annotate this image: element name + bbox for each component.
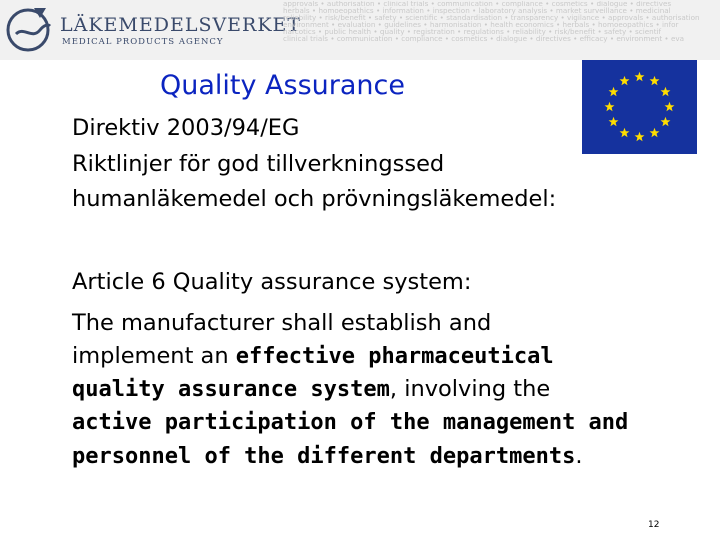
- eu-star-icon: [661, 87, 671, 96]
- ticker-line: herbals • homoeopathics • information • inspection • laboratory analysis • market surveillance • medicinal: [283, 5, 671, 15]
- article-line: [72, 342, 712, 371]
- guideline-line: humanläkemedel och prövningsläkemedel:: [72, 186, 557, 212]
- directive-line: Direktiv 2003/94/EG: [72, 115, 300, 141]
- article-text: .: [575, 443, 583, 469]
- article-heading: Article 6 Quality assurance system:: [72, 269, 472, 295]
- article-text: The manufacturer shall establish and: [72, 310, 492, 336]
- eu-star-icon: [605, 102, 615, 111]
- guideline-line: Riktlinjer för god tillverkningssed: [72, 151, 445, 177]
- article-text: implement an: [72, 343, 236, 369]
- article-text: , involving the: [389, 376, 551, 402]
- eu-star-icon: [650, 76, 660, 85]
- ticker-line: narcotics • public health • quality • registration • regulations • reliability • risk/benefit • safety • scientif: [283, 26, 662, 36]
- article-emphasis: personnel of the different departments: [72, 444, 576, 469]
- agency-emblem-icon: [6, 4, 54, 52]
- ticker-line: clinical trials • communication • compliance • cosmetics • dialogue • directives • efficacy • environment • eva: [283, 33, 685, 43]
- article-line: [72, 375, 712, 404]
- eu-star-icon: [635, 72, 645, 81]
- agency-logo: [6, 4, 302, 56]
- article-emphasis: quality assurance system: [72, 377, 390, 402]
- article-line: [72, 408, 712, 437]
- article-line: [72, 442, 712, 471]
- article-emphasis: effective pharmaceutical: [235, 344, 554, 369]
- logo-name: LÄKEMEDELSVERKET: [60, 14, 302, 36]
- keyword-ticker: [283, 1, 720, 59]
- logo-subtitle: MEDICAL PRODUCTS AGENCY: [62, 37, 224, 47]
- header-banner: [0, 0, 720, 60]
- page-number: 12: [648, 520, 660, 530]
- ticker-line: reliability • risk/benefit • safety • scientific • standardisation • transparency • vigilance • approvals • authorisation: [283, 12, 700, 22]
- eu-star-icon: [609, 87, 619, 96]
- slide-title: Quality Assurance: [160, 70, 405, 101]
- ticker-line: approvals • authorisation • clinical trials • communication • compliance • cosmetics • dialogue • directives: [283, 1, 672, 8]
- eu-star-icon: [665, 102, 675, 111]
- ticker-line: environment • evaluation • guidelines • harmonisation • health economics • herbals • homoeopathics • infor: [283, 19, 679, 29]
- article-emphasis: active participation of the management and: [72, 410, 629, 435]
- eu-star-icon: [620, 76, 630, 85]
- article-line: [72, 309, 712, 338]
